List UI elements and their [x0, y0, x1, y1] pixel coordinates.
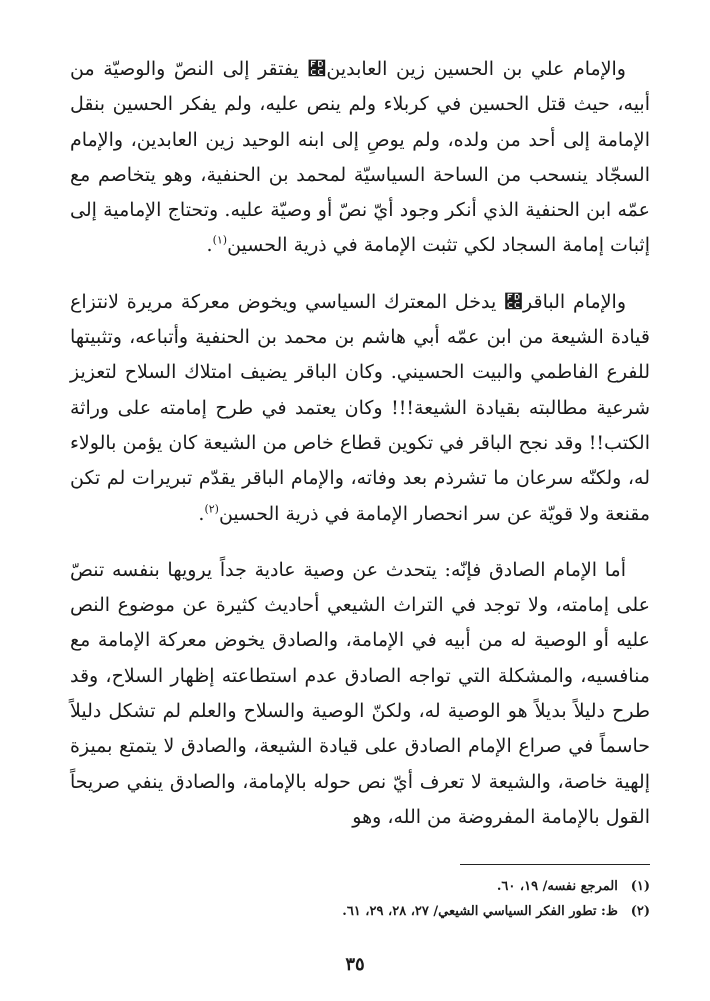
footnote-separator: [460, 864, 650, 865]
footnote-ref-2: (٢): [204, 502, 219, 516]
paragraph-3-text: أما الإمام الصادق فإنّه: يتحدث عن وصية عادية جداً يرويها بنفسه تنصّ على إمامته، ولا توجد في التراث الشيعي أحاديث كثيرة عن موضوع النص عليه أو الوصية له من أبيه في الإمامة، والصادق يخوض معركة الإمامة مع منافسيه، والمشكلة التي تواجه الصادق عدم استطاعته إظهار السلاح، وقد طرح دليلاً بديلاً هو الوصية له، ولكنّ الوصية والسلاح والعلم لم تشكل دليلاً حاسماً في صراع الإمام الصادق على قيادة الشيعة، والصادق لا يتمتع بميزة إلهية خاصة، والشيعة لا تعرف أيّ نص حوله بالإمامة، والصادق ينفي صريحاً القول بالإمامة المفروضة من الله، وهو: [70, 558, 650, 828]
footnote-ref-1: (١): [212, 234, 228, 248]
page-number: ٣٥: [345, 954, 365, 975]
paragraph-2: [70, 285, 650, 532]
footnote-1: [70, 874, 650, 899]
footnote-2-number: (٢): [630, 904, 650, 919]
paragraph-3: [70, 553, 650, 835]
footnote-1-number: (١): [630, 879, 650, 894]
footnote-2: [70, 899, 650, 924]
body-text: [70, 52, 650, 835]
paragraph-1-end: .: [206, 234, 213, 257]
paragraph-2-end: .: [198, 502, 205, 525]
paragraph-2-text: والإمام الباقر﷌ يدخل المعترك السياسي ويخوض معركة مريرة لانتزاع قيادة الشيعة من ابن عمّه أبي هاشم بن محمد بن الحنفية وأتباعه، وتثبيتها للفرع الفاطمي والبيت الحسيني. وكان الباقر يضيف امتلاك السلاح لتعزيز شرعية مطالبته بقيادة الشيعة!!! وكان يعتمد في طرح إمامته على وراثة الكتب!! وقد نجح الباقر في تكوين قطاع خاص من الشيعة كان يؤمن بالولاء له، ولكنّه سرعان ما تشرذم بعد وفاته، والإمام الباقر يقدّم تبريرات لم تكن مقنعة ولا قويّة عن سر انحصار الإمامة في ذرية الحسين: [70, 290, 650, 525]
footnotes: [70, 874, 650, 924]
footnote-1-text: المرجع نفسه/ ١٩، ٦٠.: [496, 879, 618, 894]
paragraph-1: [70, 52, 650, 264]
paragraph-1-text: والإمام علي بن الحسين زين العابدين﷌ يفتقر إلى النصّ والوصيّة من أبيه، حيث قتل الحسين في كربلاء ولم ينص عليه، ولم يفكر الحسين بنقل الإمامة إلى أحد من ولده، ولم يوصِ إلى ابنه الوحيد زين العابدين، والإمام السجّاد ينسحب من الساحة السياسيّة لمحمد بن الحنفية، وهو يتخاصم مع عمّه ابن الحنفية الذي أنكر وجود أيّ نصّ أو وصيّة عليه. وتحتاج الإمامية إلى إثبات إمامة السجاد لكي تثبت الإمامة في ذرية الحسين: [70, 58, 650, 257]
footnote-2-text: ظ: تطور الفكر السياسي الشيعي/ ٢٧، ٢٨، ٢٩، ٦١.: [342, 904, 618, 919]
